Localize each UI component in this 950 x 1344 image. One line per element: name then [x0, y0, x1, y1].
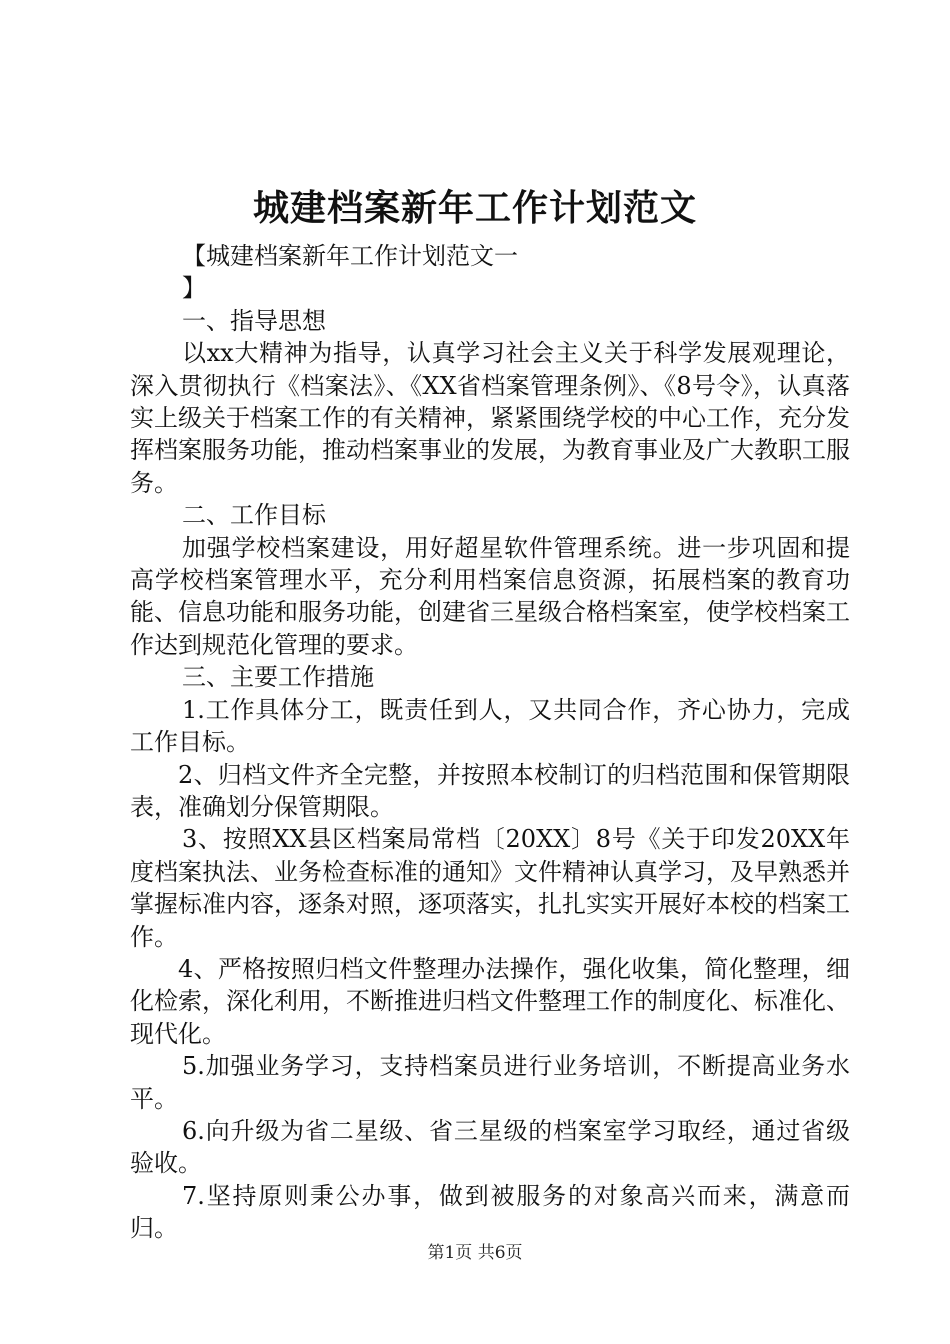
list-item: 7.坚持原则秉公办事，做到被服务的对象高兴而来，满意而归。	[130, 1181, 850, 1243]
section-heading: 一、指导思想	[182, 306, 326, 335]
paragraph: 以xx大精神为指导，认真学习社会主义关于科学发展观理论，深入贯彻执行《档案法》、《XX省档案管理条例》、《8号令》，认真落实上级关于档案工作的有关精神，紧紧围绕学校的中心工作，充分发挥档案服务功能，推动档案事业的发展，为教育事业及广大教职工服务。	[130, 339, 850, 497]
list-item: 3、按照XX县区档案局常档〔20XX〕8号《关于印发20XX年度档案执法、业务检查标准的通知》文件精神认真学习，及早熟悉并掌握标准内容，逐条对照，逐项落实，扎扎实实开展好本校的档案工作。	[130, 825, 850, 951]
section-heading: 二、工作目标	[182, 501, 326, 530]
section-heading: 三、主要工作措施	[182, 663, 374, 692]
subtitle-line: 【城建档案新年工作计划范文一	[182, 242, 518, 270]
list-item: 2、归档文件齐全完整，并按照本校制订的归档范围和保管期限表，准确划分保管期限。	[130, 760, 850, 821]
page-number: 第1页 共6页	[427, 1243, 523, 1263]
paragraph: 加强学校档案建设，用好超星软件管理系统。进一步巩固和提高学校档案管理水平，充分利用档案信息资源，拓展档案的教育功能、信息功能和服务功能，创建省三星级合格档案室，使学校档案工作达到规范化管理的要求。	[130, 533, 850, 659]
list-item: 4、严格按照归档文件整理办法操作，强化收集，简化整理，细化检索，深化利用，不断推进归档文件整理工作的制度化、标准化、现代化。	[130, 954, 850, 1048]
list-item: 1.工作具体分工，既责任到人，又共同合作，齐心协力，完成工作目标。	[130, 695, 850, 757]
list-item: 6.向升级为省二星级、省三星级的档案室学习取经，通过省级验收。	[130, 1116, 850, 1178]
page-title: 城建档案新年工作计划范文	[252, 187, 697, 229]
document-body	[130, 240, 850, 1245]
list-item: 5.加强业务学习，支持档案员进行业务培训，不断提高业务水平。	[130, 1052, 850, 1113]
subtitle-bracket: 】	[182, 274, 206, 303]
